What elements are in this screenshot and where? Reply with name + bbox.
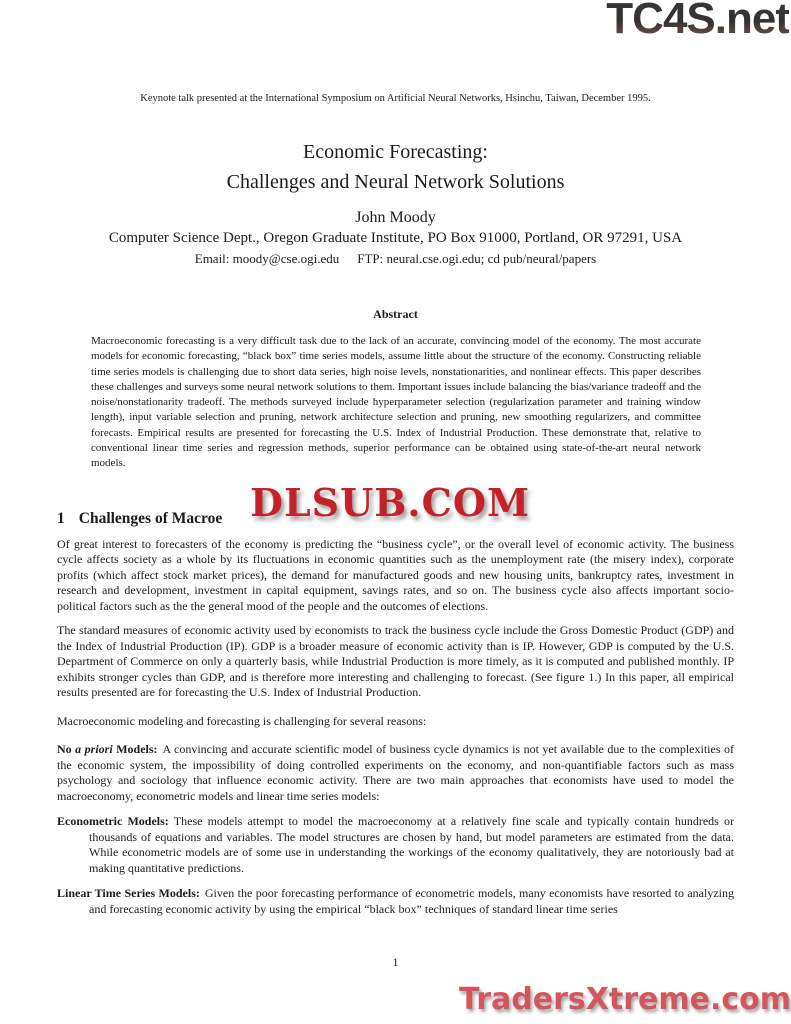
author-ftp: FTP: neural.cse.ogi.edu; cd pub/neural/papers <box>357 251 597 266</box>
body-column <box>57 537 734 918</box>
paper-title-line1: Economic Forecasting: <box>303 141 488 163</box>
author-email: Email: moody@cse.ogi.edu <box>194 251 340 266</box>
no-apriori-lead-italic: a priori <box>75 742 113 757</box>
abstract-heading: Abstract <box>373 307 418 321</box>
paper-title <box>0 137 791 197</box>
dlsub-watermark: DLSUB.COM <box>250 480 531 525</box>
paper-title-line2: Challenges and Neural Network Solutions <box>226 171 565 193</box>
no-apriori-text: A convincing and accurate scientific model of business cycle dynamics is not yet available due to the complexities of the economic system, the impossibility of doing controlled experiments on the economy, and non-quantifiable factors such as mass psychology and sociology that influence economic activity. There are two main approaches that economists have used to model the macroeconomy, econometric models and linear time series models: <box>57 742 734 803</box>
page-number: 1 <box>392 955 399 969</box>
author-contact <box>0 251 791 267</box>
definition-linear-time-series <box>57 886 734 917</box>
definition-econometric-models <box>57 814 734 876</box>
tc4s-watermark: TC4S.net <box>606 0 789 44</box>
section-1-number: 1 <box>57 509 65 527</box>
section-1-heading <box>57 510 734 528</box>
paragraph-reasons-intro: Macroeconomic modeling and forecasting is challenging for several reasons: <box>57 713 427 728</box>
econometric-models-label: Econometric Models: <box>57 814 169 829</box>
paragraph-gdp-ip: The standard measures of economic activity used by economists to track the business cycle include the Gross Domestic Product (GDP) and the Index of Industrial Production (IP). GDP is a broader measure of economic activity than is IP. However, GDP is computed by the U.S. Department of Commerce on only a quarterly basis, while Industrial Production is more timely, as it is computed and published monthly. IP exhibits stronger cycles than GDP, and is therefore more interesting and challenging to forecast. (See figure 1.) In this paper, all empirical results presented are for forecasting the U.S. Index of Industrial Production. <box>57 623 734 700</box>
abstract-text: Macroeconomic forecasting is a very difficult task due to the lack of an accurate, convincing model of the economy. The most accurate models for economic forecasting, “black box” time series models, assume little about the structure of the economy. Constructing reliable time series models is challenging due to short data series, high noise levels, nonstationarities, and nonlinear effects. This paper describes these challenges and surveys some neural network solutions to them. Important issues include balancing the bias/variance tradeoff and the noise/nonstationarity tradeoff. The methods surveyed include hyperparameter selection (regularization parameter and training window length), input variable selection and pruning, network architecture selection and pruning, new smoothing regularizers, and committee forecasts. Empirical results are presented for forecasting the U.S. Index of Industrial Production. These demonstrate that, relative to conventional linear time series and regression methods, superior performance can be obtained using state-of-the-art neural network models. <box>91 335 701 470</box>
conference-note: Keynote talk presented at the International Symposium on Artificial Neural Networks, Hsinchu, Taiwan, December 1995. <box>140 93 651 104</box>
author-affiliation: Computer Science Dept., Oregon Graduate Institute, PO Box 91000, Portland, OR 97291, USA <box>108 230 683 246</box>
paragraph-no-apriori-models <box>57 742 734 804</box>
linear-time-series-label: Linear Time Series Models: <box>57 886 200 901</box>
no-apriori-lead-bold: No <box>57 742 72 757</box>
section-1-title: Challenges of Macroe <box>78 509 223 527</box>
linear-time-series-text: Given the poor forecasting performance of econometric models, many economists have resorted to analyzing and forecasting economic activity by using the empirical “black box” techniques of standard linear time series <box>89 886 735 916</box>
author-name: John Moody <box>355 209 436 226</box>
no-apriori-lead-bold2: Models: <box>116 742 158 757</box>
econometric-models-text: These models attempt to model the macroeconomy at a relatively fine scale and typically contain hundreds or thousands of equations and variables. The model structures are chosen by hand, but model parameters are estimated from the data. While econometric models are of some use in understanding the workings of the economy qualitatively, they are notoriously bad at making quantitative predictions. <box>89 814 734 875</box>
paragraph-business-cycle: Of great interest to forecasters of the economy is predicting the “business cycle”, or the overall level of economic activity. The business cycle affects society as a whole by its fluctuations in economic quantities such as the unemployment rate (the misery index), corporate profits (which affect stock market prices), the demand for manufactured goods and new housing units, bankruptcy rates, investment in research and development, investment in capital equipment, savings rates, and so on. The business cycle also affects important socio-political factors such as the the general mood of the people and the outcomes of elections. <box>57 536 734 613</box>
tradersxtreme-watermark: TradersXtreme.com <box>459 982 791 1017</box>
